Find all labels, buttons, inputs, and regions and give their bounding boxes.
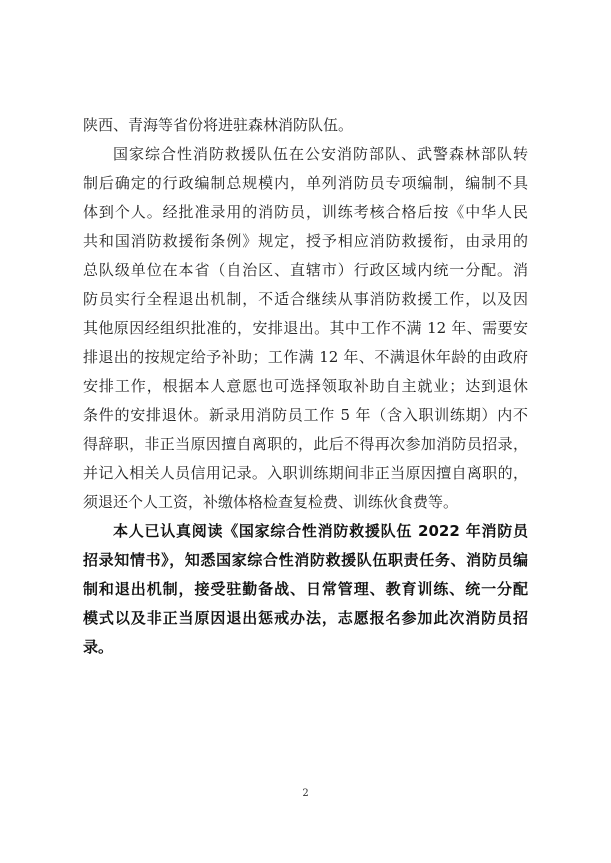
declaration-line: 模式以及非正当原因退出惩戒办法，志愿报名参加此次消防员招: [83, 609, 528, 627]
paragraph-line: 其他原因经组织批准的，安排退出。其中工作不满 12 年、需要安: [83, 319, 528, 337]
declaration-line: 制和退出机制，接受驻勤备战、日常管理、教育训练、统一分配: [83, 580, 528, 598]
document-body: [83, 111, 528, 662]
declaration-line: 本人已认真阅读《国家综合性消防救援队伍 2022 年消防员: [113, 522, 528, 540]
paragraph-line: 安排工作，根据本人意愿也可选择领取补助自主就业；达到退休: [83, 377, 528, 395]
declaration-line: 录。: [83, 638, 114, 656]
paragraph-line: 并记入相关人员信用记录。入职训练期间非正当原因擅自离职的，: [83, 464, 528, 482]
paragraph-line: 国家综合性消防救援队伍在公安消防部队、武警森林部队转: [113, 145, 528, 163]
paragraph-line: 防员实行全程退出机制，不适合继续从事消防救援工作，以及因: [83, 290, 528, 308]
paragraph-line: 制后确定的行政编制总规模内，单列消防员专项编制，编制不具: [83, 174, 528, 192]
paragraph-line: 得辞职，非正当原因擅自离职的，此后不得再次参加消防员招录，: [83, 435, 528, 453]
paragraph-line: 须退还个人工资，补缴体格检查复检费、训练伙食费等。: [83, 493, 459, 511]
paragraph-line: 条件的安排退休。新录用消防员工作 5 年（含入职训练期）内不: [83, 406, 528, 424]
paragraph-line: 总队级单位在本省（自治区、直辖市）行政区域内统一分配。消: [83, 261, 528, 279]
paragraph-line: 体到个人。经批准录用的消防员，训练考核合格后按《中华人民: [83, 203, 528, 221]
paragraph-line: 陕西、青海等省份将进驻森林消防队伍。: [83, 116, 354, 134]
page-number: 2: [302, 788, 309, 799]
declaration-line: 招录知情书》，知悉国家综合性消防救援队伍职责任务、消防员编: [83, 551, 528, 569]
paragraph-line: 排退出的按规定给予补助；工作满 12 年、不满退休年龄的由政府: [83, 348, 528, 366]
paragraph-line: 共和国消防救援衔条例》规定，授予相应消防救援衔，由录用的: [83, 232, 528, 250]
